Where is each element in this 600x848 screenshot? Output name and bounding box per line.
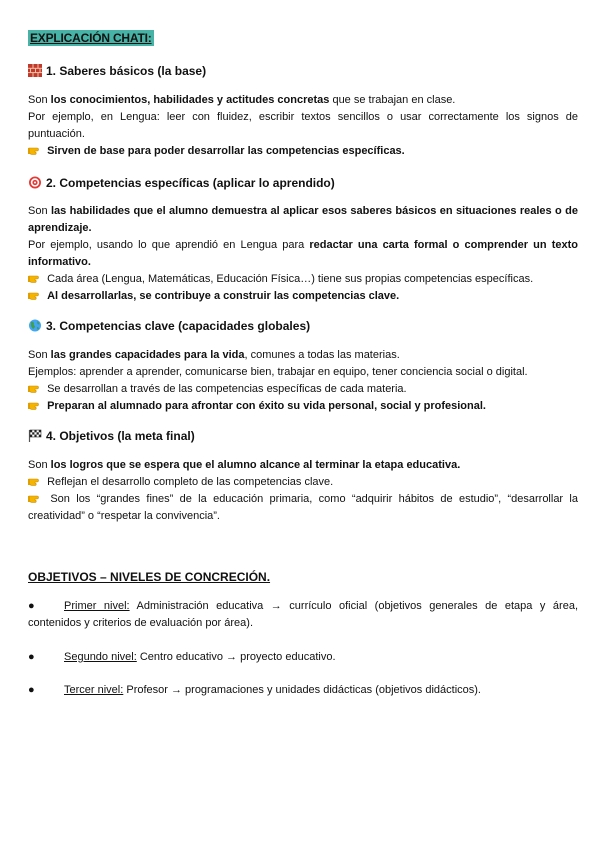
objective-item-segundo [28, 649, 578, 666]
text-line: Por ejemplo, en Lengua: leer con fluidez, escribir textos sencillos o usar correctamente los signos de [28, 111, 578, 123]
globe-icon [28, 319, 42, 332]
pointing-hand-icon [28, 144, 42, 156]
text-line: Son las grandes capacidades para la vida, comunes a todas las materias. [28, 349, 400, 361]
text-line: creatividad” o “respetar la convivencia”. [28, 510, 220, 522]
section-4-heading [28, 429, 195, 443]
bullet-icon: ● [28, 684, 35, 696]
brick-icon [28, 64, 42, 77]
text-line: Al desarrollarlas, se contribuye a construir las competencias clave. [28, 288, 578, 305]
section-heading-text: 3. Competencias clave (capacidades globales) [46, 319, 311, 333]
text-line: Cada área (Lengua, Matemáticas, Educación Física…) tiene sus propias competencias específicas. [28, 271, 578, 288]
text-line: Son las habilidades que el alumno demuestra al aplicar esos saberes básicos en situaciones reales o de [28, 205, 578, 217]
text-line: Son los logros que se espera que el alumno alcance al terminar la etapa educativa. [28, 459, 461, 471]
section-1-body [28, 92, 578, 160]
text-line: Por ejemplo, usando lo que aprendió en Lengua para redactar una carta formal o comprender un texto [28, 239, 578, 251]
text-line: Ejemplos: aprender a aprender, comunicarse bien, trabajar en equipo, tener conciencia social o digital. [28, 366, 528, 378]
checkered-flag-icon [28, 429, 42, 442]
text-line: puntuación. [28, 128, 85, 140]
pointing-hand-icon [28, 399, 42, 411]
section-2-body [28, 203, 578, 305]
text-line: aprendizaje. [28, 222, 92, 234]
text-line: contenidos y criterios de evaluación por área). [28, 617, 254, 629]
section-3-heading [28, 319, 310, 333]
text-line: Se desarrollan a través de las competencias específicas de cada materia. [28, 381, 578, 398]
section-3-body [28, 347, 578, 415]
pointing-hand-icon [28, 382, 42, 394]
text-line: Reflejan el desarrollo completo de las competencias clave. [28, 474, 578, 491]
section-4-body [28, 457, 578, 525]
text-line: Segundo nivel: Centro educativo → proyecto educativo. [64, 651, 336, 663]
section-2-heading [28, 176, 335, 190]
page-title: EXPLICACIÓN CHATI: [30, 31, 152, 45]
target-icon [28, 176, 42, 189]
section-heading-text: 1. Saberes básicos (la base) [46, 64, 207, 78]
text-line: Son los “grandes fines” de la educación primaria, como “adquirir hábitos de estudio”, “desarrollar la [28, 491, 578, 508]
section-heading-text: 4. Objetivos (la meta final) [46, 429, 195, 443]
section-heading-text: 2. Competencias específicas (aplicar lo aprendido) [46, 176, 335, 190]
text-line: Preparan al alumnado para afrontar con éxito su vida personal, social y profesional. [28, 398, 578, 415]
bullet-icon: ● [28, 651, 35, 663]
bullet-icon: ● [28, 600, 35, 612]
section-1-heading [28, 64, 206, 78]
text-line: Primer nivel: Administración educativa → currículo oficial (objetivos generales de etapa y área, [64, 600, 579, 612]
pointing-hand-icon [28, 475, 42, 487]
pointing-hand-icon [28, 492, 42, 504]
objective-item-tercer [28, 682, 578, 699]
text-line: Sirven de base para poder desarrollar las competencias específicas. [28, 143, 578, 160]
text-line: Son los conocimientos, habilidades y actitudes concretas que se trabajan en clase. [28, 94, 456, 106]
pointing-hand-icon [28, 289, 42, 301]
text-line: Tercer nivel: Profesor → programaciones y unidades didácticas (objetivos didácticos). [64, 684, 481, 696]
objectives-title: OBJETIVOS – NIVELES DE CONCRECIÓN. [28, 570, 271, 584]
pointing-hand-icon [28, 272, 42, 284]
text-line: informativo. [28, 256, 91, 268]
objective-item-primer [28, 598, 578, 632]
